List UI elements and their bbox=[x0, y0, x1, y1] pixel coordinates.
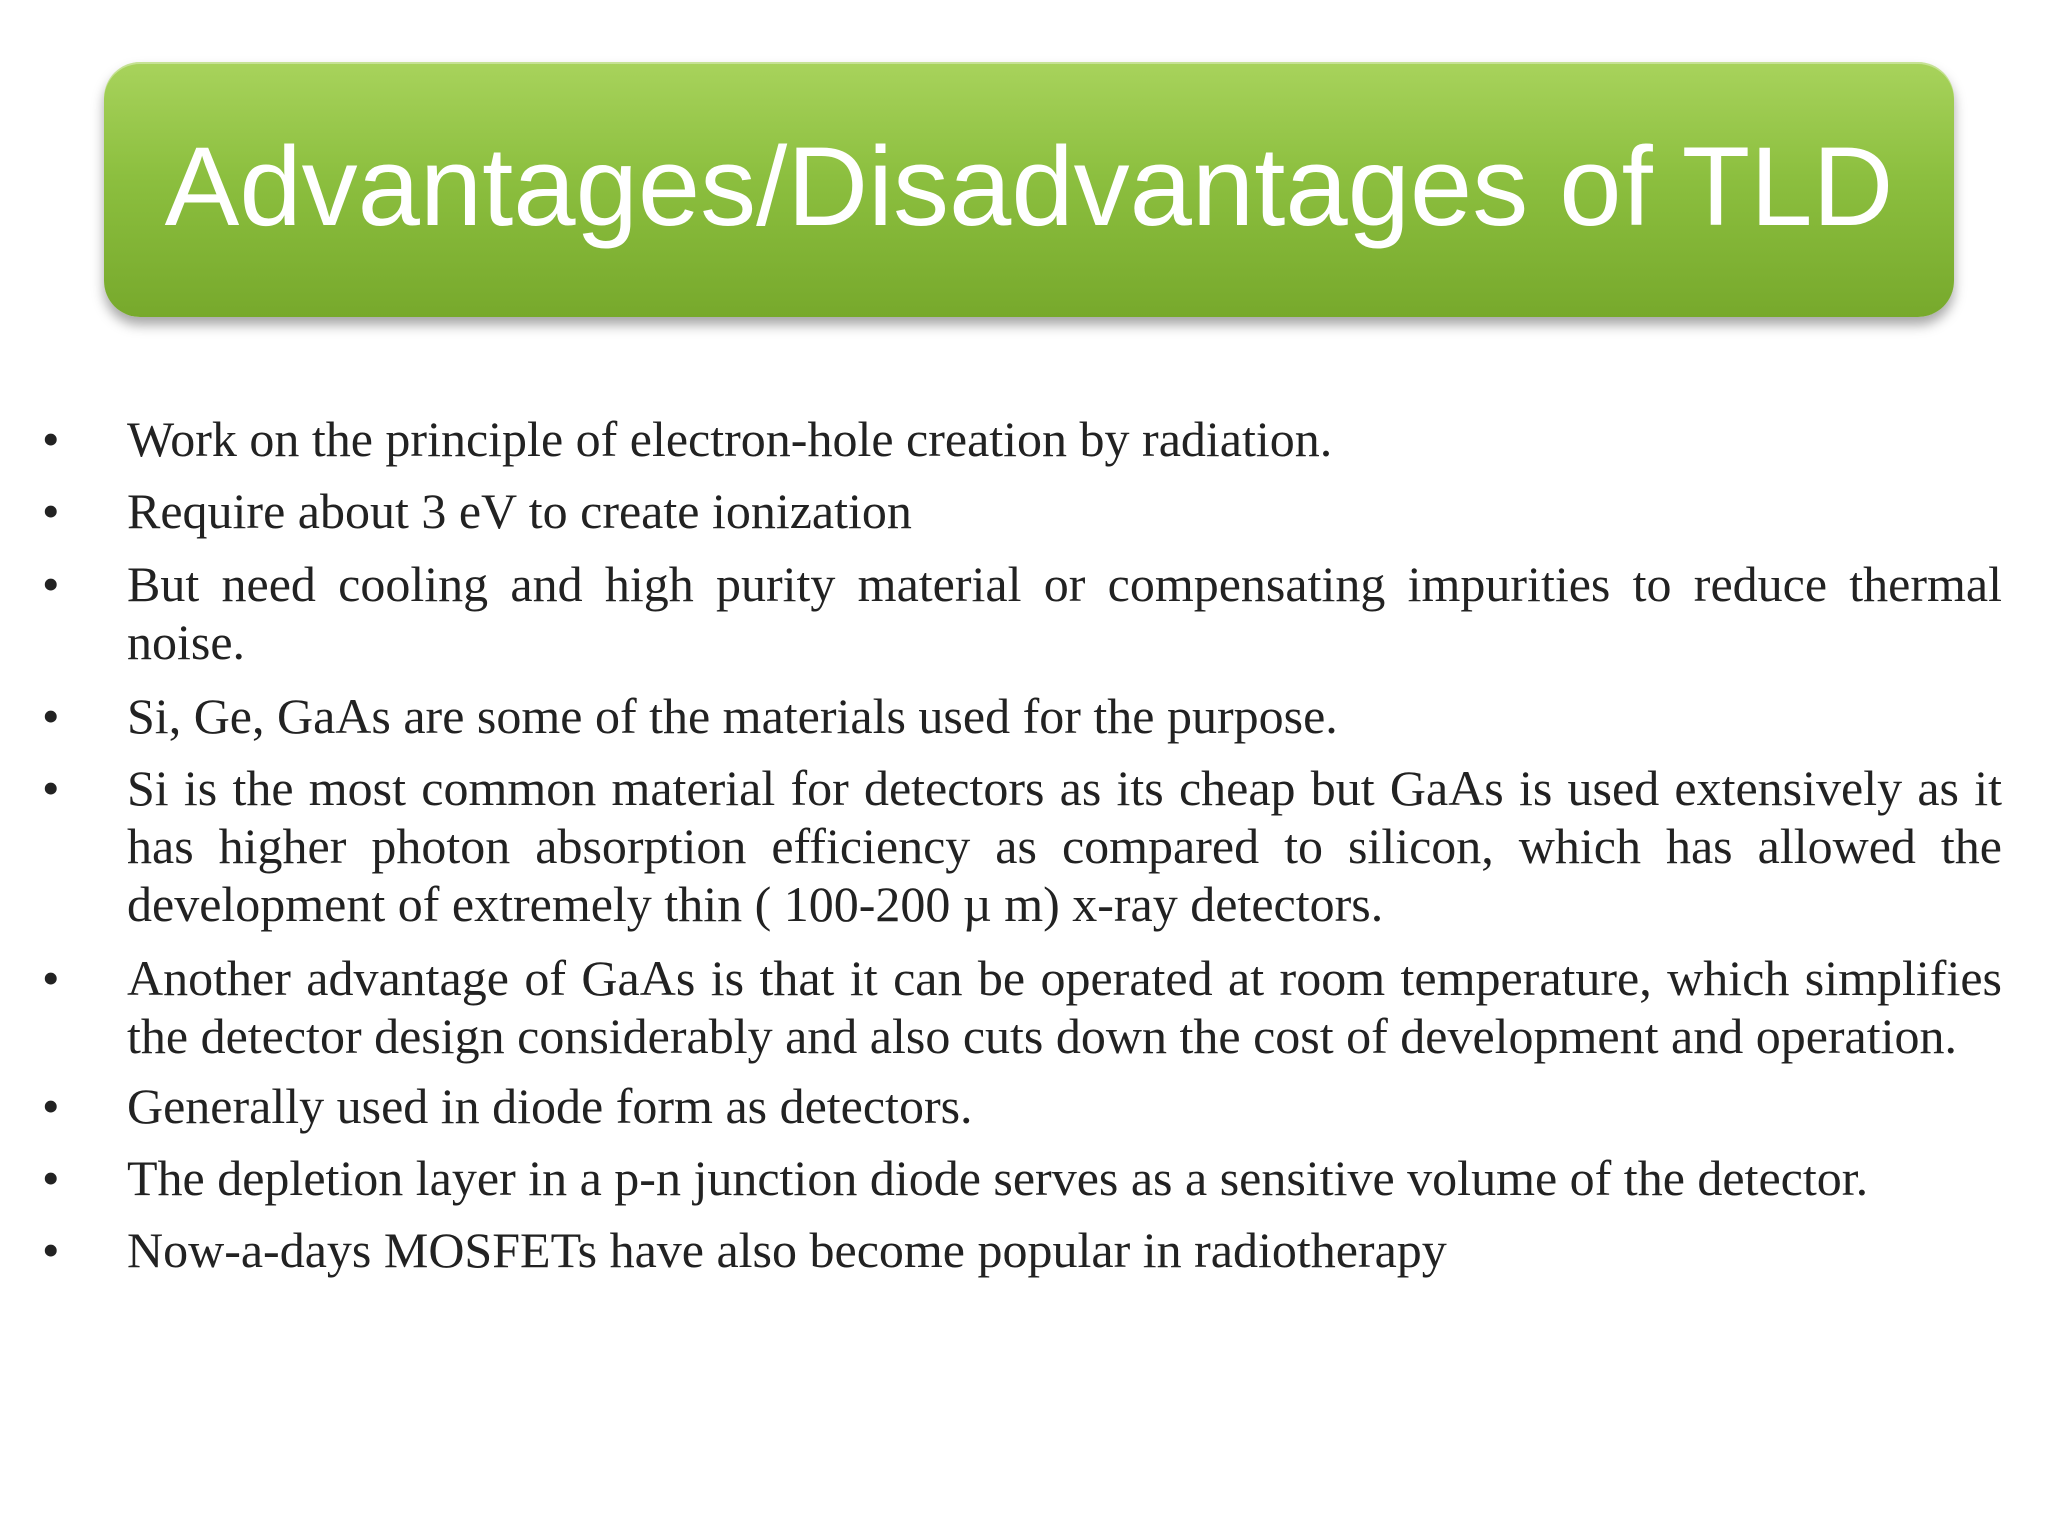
bullet-icon: • bbox=[42, 411, 60, 467]
bullet-item bbox=[42, 555, 2002, 671]
bullet-icon: • bbox=[42, 950, 60, 1006]
slide-title: Advantages/Disadvantages of TLD bbox=[164, 123, 1894, 249]
bullet-item bbox=[42, 949, 2002, 1065]
bullet-text: But need cooling and high purity material or compensating impurities to reduce thermal noise. bbox=[127, 556, 2002, 670]
bullet-item bbox=[42, 410, 2002, 468]
bullet-text: Work on the principle of electron-hole creation by radiation. bbox=[127, 411, 1333, 467]
bullet-icon: • bbox=[42, 1150, 60, 1206]
bullet-icon: • bbox=[42, 556, 60, 612]
bullet-item bbox=[42, 1077, 2002, 1135]
bullet-item bbox=[42, 482, 2002, 540]
bullet-icon: • bbox=[42, 1222, 60, 1278]
bullet-text: Si is the most common material for detectors as its cheap but GaAs is used extensively as it has higher photon absorption efficiency as compared to silicon, which has allowed the development of extremely thin ( 100-200 µ m) x-ray detectors. bbox=[127, 760, 2002, 932]
bullet-icon: • bbox=[42, 483, 60, 539]
bullet-item bbox=[42, 687, 2002, 745]
bullet-item bbox=[42, 1149, 2002, 1207]
bullet-text: The depletion layer in a p-n junction diode serves as a sensitive volume of the detector. bbox=[127, 1150, 1869, 1206]
title-banner bbox=[104, 62, 1954, 317]
bullet-item bbox=[42, 759, 2002, 933]
bullet-text: Another advantage of GaAs is that it can be operated at room temperature, which simplifies the detector design considerably and also cuts down the cost of development and operation. bbox=[127, 950, 2002, 1064]
bullet-text: Require about 3 eV to create ionization bbox=[127, 483, 912, 539]
bullet-icon: • bbox=[42, 760, 60, 816]
bullet-icon: • bbox=[42, 1078, 60, 1134]
bullet-list bbox=[42, 410, 2002, 1279]
bullet-text: Generally used in diode form as detectors. bbox=[127, 1078, 973, 1134]
bullet-text: Now-a-days MOSFETs have also become popular in radiotherapy bbox=[127, 1222, 1447, 1278]
bullet-text: Si, Ge, GaAs are some of the materials used for the purpose. bbox=[127, 688, 1338, 744]
bullet-item bbox=[42, 1221, 2002, 1279]
bullet-icon: • bbox=[42, 688, 60, 744]
